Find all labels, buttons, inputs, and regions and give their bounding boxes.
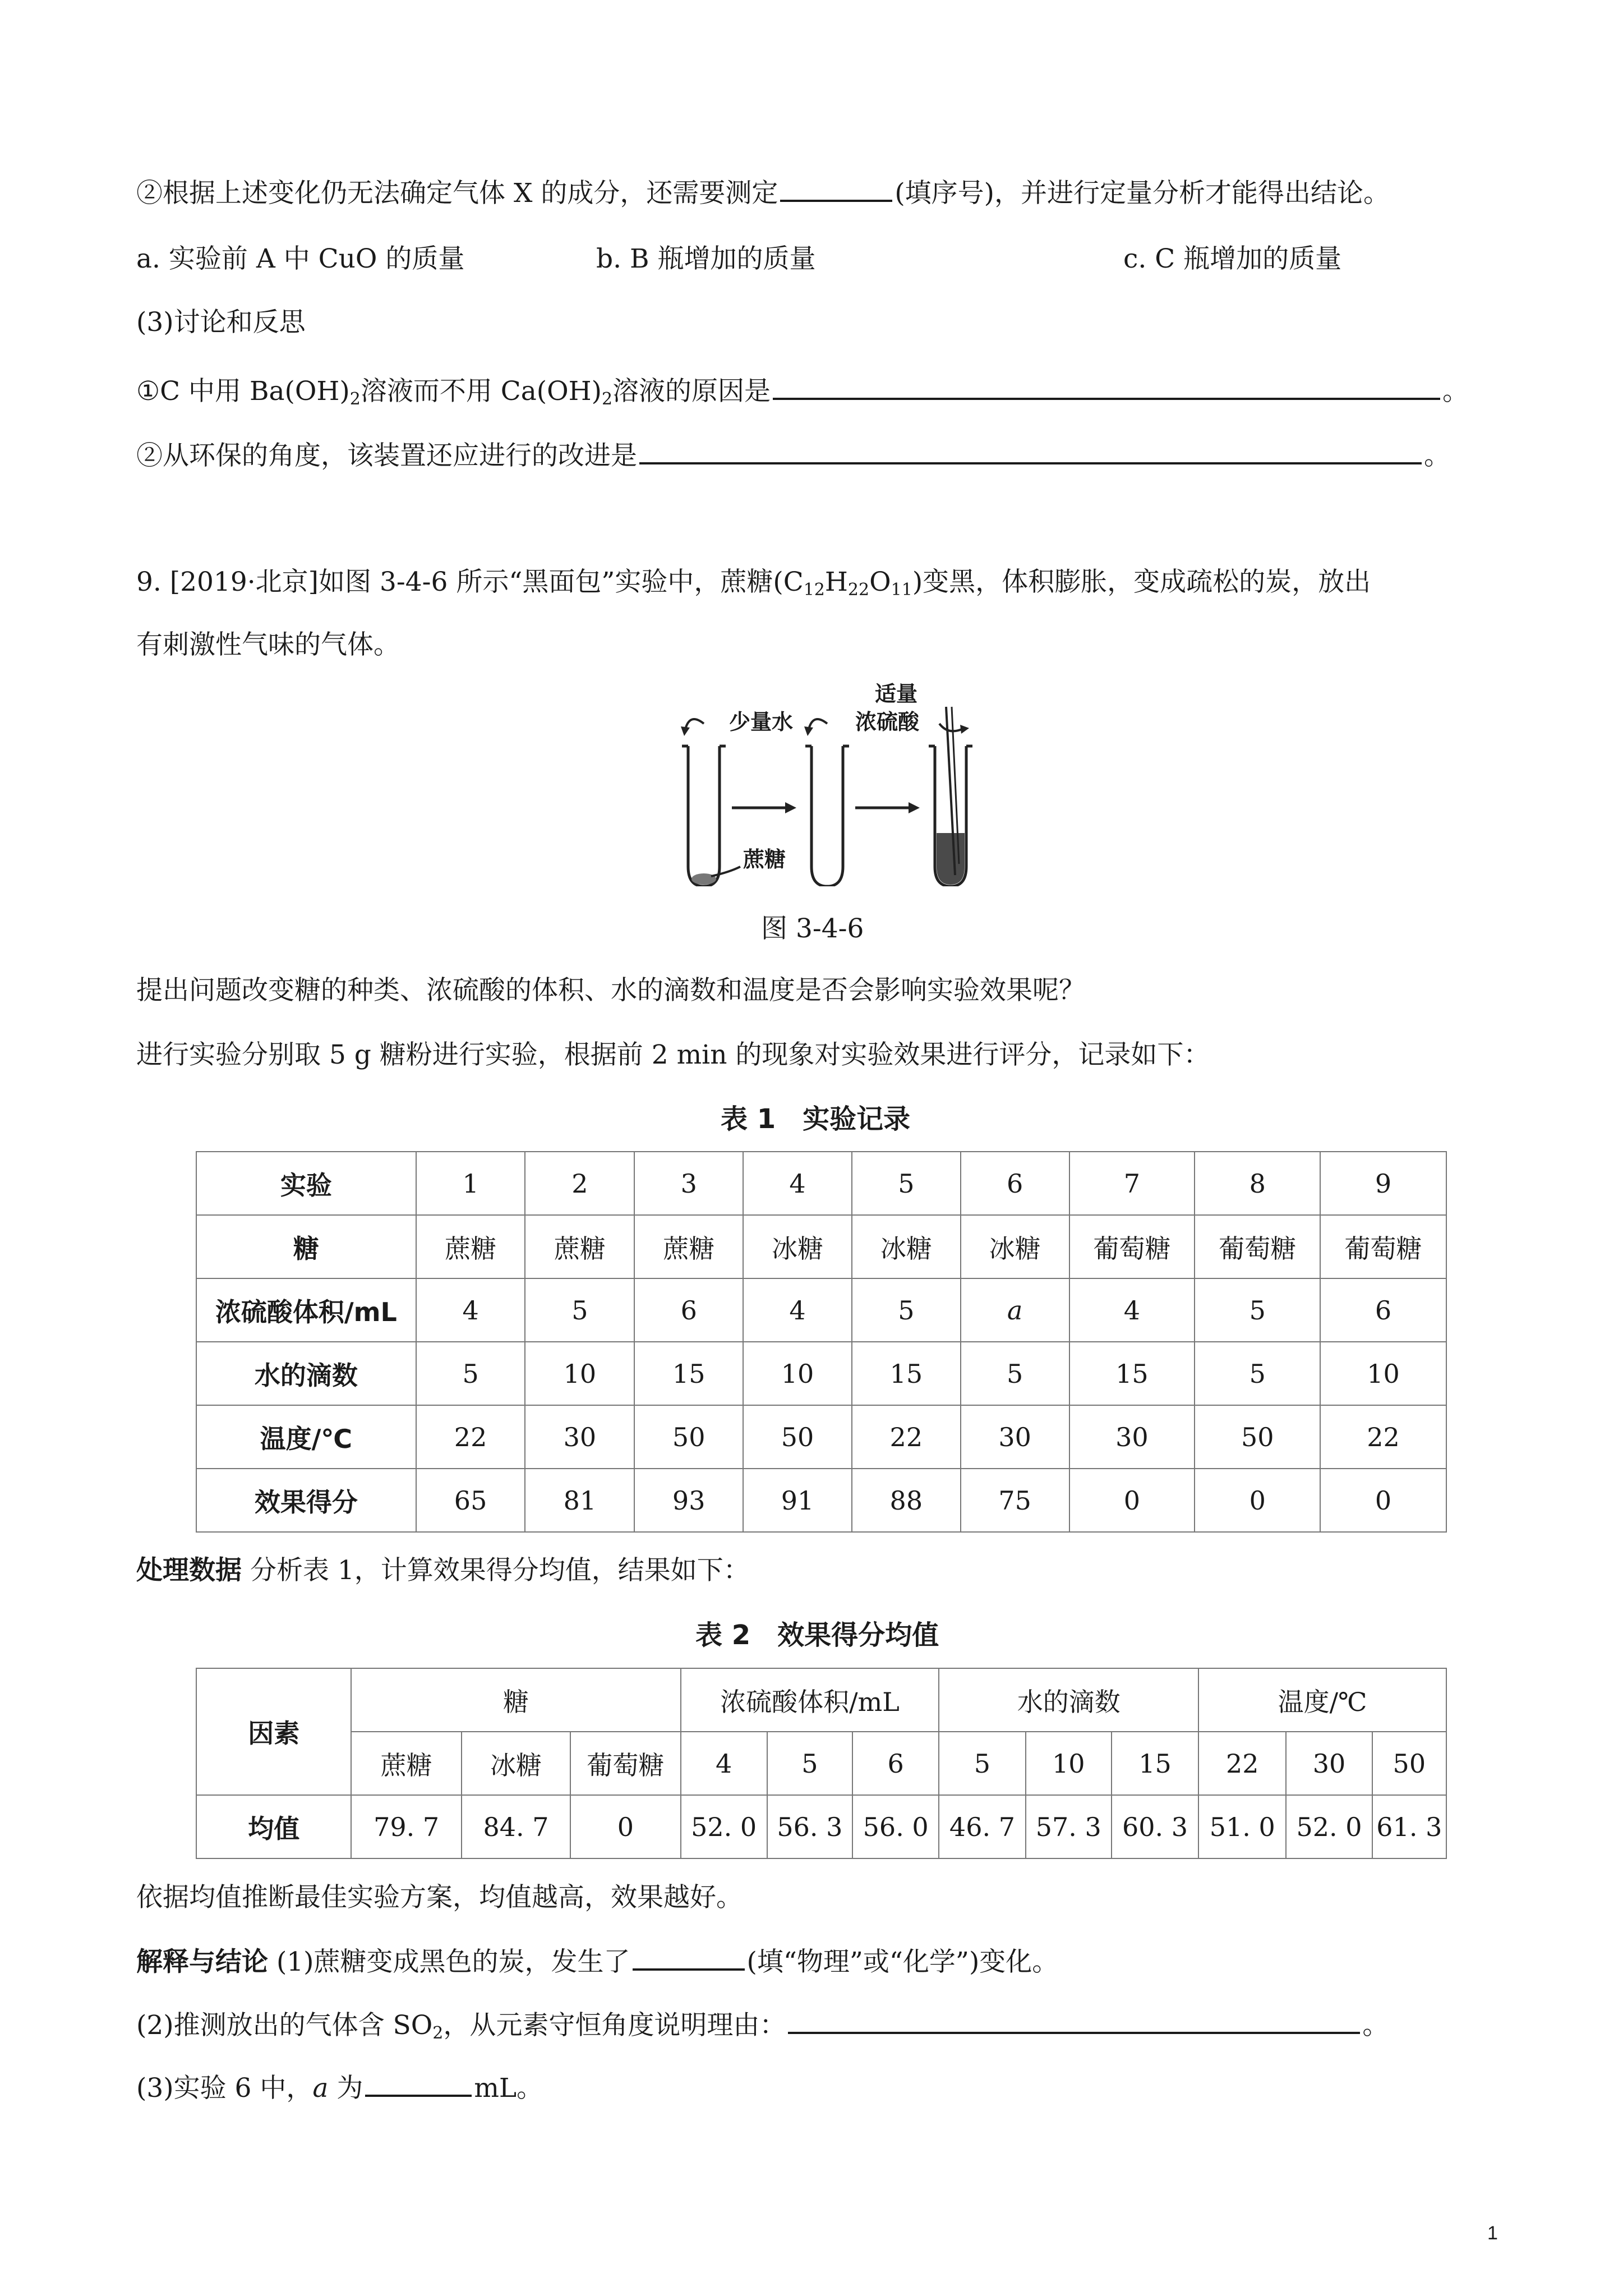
table1-cell: 葡萄糖: [1320, 1215, 1446, 1278]
q8-reason1-text: ①C 中用 Ba(OH): [136, 376, 350, 407]
table1-cell: 0: [1195, 1469, 1320, 1532]
period: 。: [1442, 376, 1469, 407]
table2-score-means: [196, 1668, 1447, 1859]
q8-option-b: b. B 瓶增加的质量: [596, 243, 816, 274]
table1-cell: 50: [1195, 1405, 1320, 1469]
table1-row: [196, 1215, 1446, 1278]
test-tube-figure: [561, 673, 1066, 886]
test-tube-1: [682, 746, 726, 886]
q8-reason2-text: ②从环保的角度，该装置还应进行的改进是: [136, 440, 637, 471]
black-carbon: [937, 833, 965, 885]
q9-intro-line1: [136, 565, 1371, 599]
table1-cell: 10: [743, 1342, 852, 1405]
table1-row-header: 效果得分: [196, 1469, 416, 1532]
table1-caption: 表 1 实验记录: [721, 1103, 911, 1135]
stir-arrow-icon: [939, 724, 962, 731]
table2-mean-label: 均值: [196, 1795, 351, 1858]
table1-cell: 15: [634, 1342, 743, 1405]
table1-cell: 81: [525, 1469, 634, 1532]
table2-mean-cell: 61. 3: [1372, 1795, 1446, 1858]
conclusion-1-text-end: (填“物理”或“化学”)变化。: [746, 1947, 1059, 1977]
table1-cell: 蔗糖: [634, 1215, 743, 1278]
table2-group-header: 糖: [351, 1668, 680, 1732]
table1-cell: 5: [852, 1152, 961, 1215]
table1-cell: 75: [961, 1469, 1069, 1532]
table2-level-cell: 4: [681, 1732, 767, 1795]
table2-mean-cell: 52. 0: [1286, 1795, 1372, 1858]
subscript: 2: [601, 389, 613, 409]
table1-cell: 22: [1320, 1405, 1446, 1469]
table2-group-header: 浓硫酸体积/mL: [681, 1668, 939, 1732]
table2-factor-header: 因素: [196, 1668, 351, 1795]
inference-line: 依据均值推断最佳实验方案，均值越高，效果越好。: [136, 1882, 743, 1913]
subscript: 2: [349, 389, 361, 409]
table1-row: [196, 1405, 1446, 1469]
process-data-text: 分析表 1，计算效果得分均值，结果如下：: [242, 1555, 750, 1586]
table1-cell: 30: [1069, 1405, 1195, 1469]
arrowhead-icon: [804, 726, 813, 736]
table2-mean-cell: 51. 0: [1198, 1795, 1286, 1858]
figure-caption: 图 3-4-6: [761, 913, 864, 944]
table1-cell: 0: [1069, 1469, 1195, 1532]
table1-row: [196, 1152, 1446, 1215]
table1-row-header: 糖: [196, 1215, 416, 1278]
q8-step2-blank[interactable]: [780, 175, 892, 202]
table1-cell: 50: [634, 1405, 743, 1469]
q8-reason1-blank[interactable]: [773, 373, 1440, 400]
sugar-pointer: [711, 867, 740, 876]
period: 。: [1362, 2010, 1389, 2041]
table1-cell: 5: [1195, 1278, 1320, 1342]
table2-mean-cell: 0: [570, 1795, 680, 1858]
q9-intro-line2: 有刺激性气味的气体。: [136, 629, 400, 660]
table2-level-cell: 蔗糖: [351, 1732, 461, 1795]
label-sugar: 蔗糖: [743, 847, 786, 872]
q8-reason1-text-mid: 溶液而不用 Ca(OH): [360, 376, 602, 407]
page-number: 1: [1487, 2223, 1498, 2244]
conclusion-3-text-mid: 为: [328, 2073, 363, 2104]
table2-levels-row: [196, 1732, 1446, 1795]
table1-cell: 冰糖: [743, 1215, 852, 1278]
table2-header-row: [196, 1668, 1446, 1732]
table1-row: [196, 1342, 1446, 1405]
table2-mean-cell: 79. 7: [351, 1795, 461, 1858]
table2-group-header: 温度/℃: [1198, 1668, 1446, 1732]
table1-cell: 6: [634, 1278, 743, 1342]
process-data-label: 处理数据: [136, 1555, 242, 1586]
table2-level-cell: 葡萄糖: [570, 1732, 680, 1795]
table1-row-header: 温度/℃: [196, 1405, 416, 1469]
conclusion-1-text: (1)蔗糖变成黑色的炭，发生了: [268, 1947, 630, 1977]
conclusion-1-line: [136, 1944, 1058, 1979]
table2-level-cell: 22: [1198, 1732, 1286, 1795]
table2-level-cell: 5: [939, 1732, 1025, 1795]
conclusion-2-text-mid: ，从元素守恒角度说明理由：: [443, 2010, 786, 2041]
conclusion-1-blank[interactable]: [633, 1944, 745, 1971]
subscript: 11: [891, 580, 912, 600]
table1-cell: 蔗糖: [525, 1215, 634, 1278]
table1-cell: a: [961, 1278, 1069, 1342]
q8-reason1-line: [136, 373, 1469, 408]
table1-row-header: 水的滴数: [196, 1342, 416, 1405]
label-acid-2: 浓硫酸: [855, 710, 920, 734]
table1-cell: 4: [416, 1278, 525, 1342]
table1-cell: 4: [743, 1152, 852, 1215]
table2-level-cell: 15: [1112, 1732, 1198, 1795]
q8-option-c: c. C 瓶增加的质量: [1123, 243, 1342, 274]
q8-reason2-blank[interactable]: [639, 438, 1422, 464]
q8-step2-text-end: (填序号)，并进行定量分析才能得出结论。: [895, 178, 1390, 209]
q8-discuss-heading: (3)讨论和反思: [136, 307, 306, 338]
variable-a: a: [312, 2073, 329, 2104]
q8-reason1-text-post: 溶液的原因是: [612, 376, 771, 407]
table1-cell: 5: [416, 1342, 525, 1405]
table2-level-cell: 冰糖: [462, 1732, 570, 1795]
process-data-line: [136, 1554, 750, 1588]
table2-caption: 表 2 效果得分均值: [695, 1619, 939, 1651]
q8-step2-line: [136, 175, 1390, 210]
table1-cell: 2: [525, 1152, 634, 1215]
table1-cell: 10: [525, 1342, 634, 1405]
table2-level-cell: 6: [852, 1732, 939, 1795]
q8-step2-text: ②根据上述变化仍无法确定气体 X 的成分，还需要测定: [136, 178, 778, 209]
table1-cell: 4: [1069, 1278, 1195, 1342]
table2-mean-cell: 46. 7: [939, 1795, 1025, 1858]
q8-reason2-line: [136, 438, 1450, 473]
table1-cell: 65: [416, 1469, 525, 1532]
table1-row-header: 实验: [196, 1152, 416, 1215]
conclusion-3-text: (3)实验 6 中，: [136, 2073, 313, 2104]
table1-cell: 93: [634, 1469, 743, 1532]
test-tube-2: [805, 746, 849, 886]
table1-cell: 冰糖: [961, 1215, 1069, 1278]
table1-cell: 9: [1320, 1152, 1446, 1215]
table1-cell: 8: [1195, 1152, 1320, 1215]
table1-row-header: 浓硫酸体积/mL: [196, 1278, 416, 1342]
conclusion-3-blank[interactable]: [365, 2070, 472, 2097]
table2-level-cell: 30: [1286, 1732, 1372, 1795]
conclusion-2-blank[interactable]: [788, 2007, 1360, 2034]
table1-cell: 0: [1320, 1469, 1446, 1532]
formula-h: H: [824, 567, 848, 597]
q9-intro-text-end: )变黑，体积膨胀，变成疏松的炭，放出: [912, 567, 1371, 597]
label-acid-1: 适量: [875, 682, 918, 706]
right-arrow-icon: [909, 802, 920, 813]
table2-level-cell: 50: [1372, 1732, 1446, 1795]
table2-group-header: 水的滴数: [939, 1668, 1198, 1732]
conclusion-label: 解释与结论: [136, 1947, 268, 1977]
table1-cell: 葡萄糖: [1195, 1215, 1320, 1278]
table2-mean-cell: 56. 3: [767, 1795, 852, 1858]
table2-level-cell: 5: [767, 1732, 852, 1795]
table1-cell: 30: [961, 1405, 1069, 1469]
subscript: 12: [803, 580, 825, 600]
q9-intro-text: 9. [2019·北京]如图 3-4-6 所示“黑面包”实验中，蔗糖(C: [136, 567, 804, 597]
table1-cell: 15: [1069, 1342, 1195, 1405]
subscript: 22: [847, 580, 870, 600]
table2-mean-cell: 52. 0: [681, 1795, 767, 1858]
table1-experiment-record: [196, 1151, 1447, 1533]
table2-mean-cell: 57. 3: [1026, 1795, 1112, 1858]
table1-cell: 葡萄糖: [1069, 1215, 1195, 1278]
table1-cell: 1: [416, 1152, 525, 1215]
arrowhead-icon: [681, 726, 690, 736]
formula-o: O: [869, 567, 891, 597]
table1-cell: 6: [1320, 1278, 1446, 1342]
q9-experiment: 进行实验分别取 5 g 糖粉进行实验，根据前 2 min 的现象对实验效果进行评分，记录如下：: [136, 1039, 1210, 1070]
table2-mean-cell: 60. 3: [1112, 1795, 1198, 1858]
table1-cell: 91: [743, 1469, 852, 1532]
right-arrow-icon: [785, 802, 796, 813]
subscript: 2: [432, 2023, 444, 2043]
table1-cell: 22: [416, 1405, 525, 1469]
table1-cell: 50: [743, 1405, 852, 1469]
table1-cell: 6: [961, 1152, 1069, 1215]
table2-level-cell: 10: [1026, 1732, 1112, 1795]
conclusion-2-line: [136, 2007, 1389, 2042]
table1-cell: 88: [852, 1469, 961, 1532]
table1-cell: 冰糖: [852, 1215, 961, 1278]
table1-cell: 蔗糖: [416, 1215, 525, 1278]
table1-cell: 22: [852, 1405, 961, 1469]
table1-cell: 3: [634, 1152, 743, 1215]
table1-cell: 7: [1069, 1152, 1195, 1215]
q9-question: 提出问题改变糖的种类、浓硫酸的体积、水的滴数和温度是否会影响实验效果呢？: [136, 975, 1085, 1006]
table1-cell: 5: [1195, 1342, 1320, 1405]
table1-cell: 30: [525, 1405, 634, 1469]
conclusion-3-text-end: mL。: [474, 2073, 543, 2104]
q8-option-a: a. 实验前 A 中 CuO 的质量: [136, 243, 465, 274]
table1-cell: 5: [961, 1342, 1069, 1405]
table1-cell: 5: [852, 1278, 961, 1342]
table1-cell: 5: [525, 1278, 634, 1342]
table1-cell: 10: [1320, 1342, 1446, 1405]
table1-cell: 4: [743, 1278, 852, 1342]
conclusion-3-line: [136, 2070, 543, 2105]
table2-means-row: [196, 1795, 1446, 1858]
table1-cell: 15: [852, 1342, 961, 1405]
table1-row: [196, 1469, 1446, 1532]
table1-row: [196, 1278, 1446, 1342]
table2-mean-cell: 56. 0: [852, 1795, 939, 1858]
conclusion-2-text: (2)推测放出的气体含 SO: [136, 2010, 433, 2041]
table2-mean-cell: 84. 7: [462, 1795, 570, 1858]
period: 。: [1424, 440, 1450, 471]
label-water: 少量水: [729, 710, 794, 734]
